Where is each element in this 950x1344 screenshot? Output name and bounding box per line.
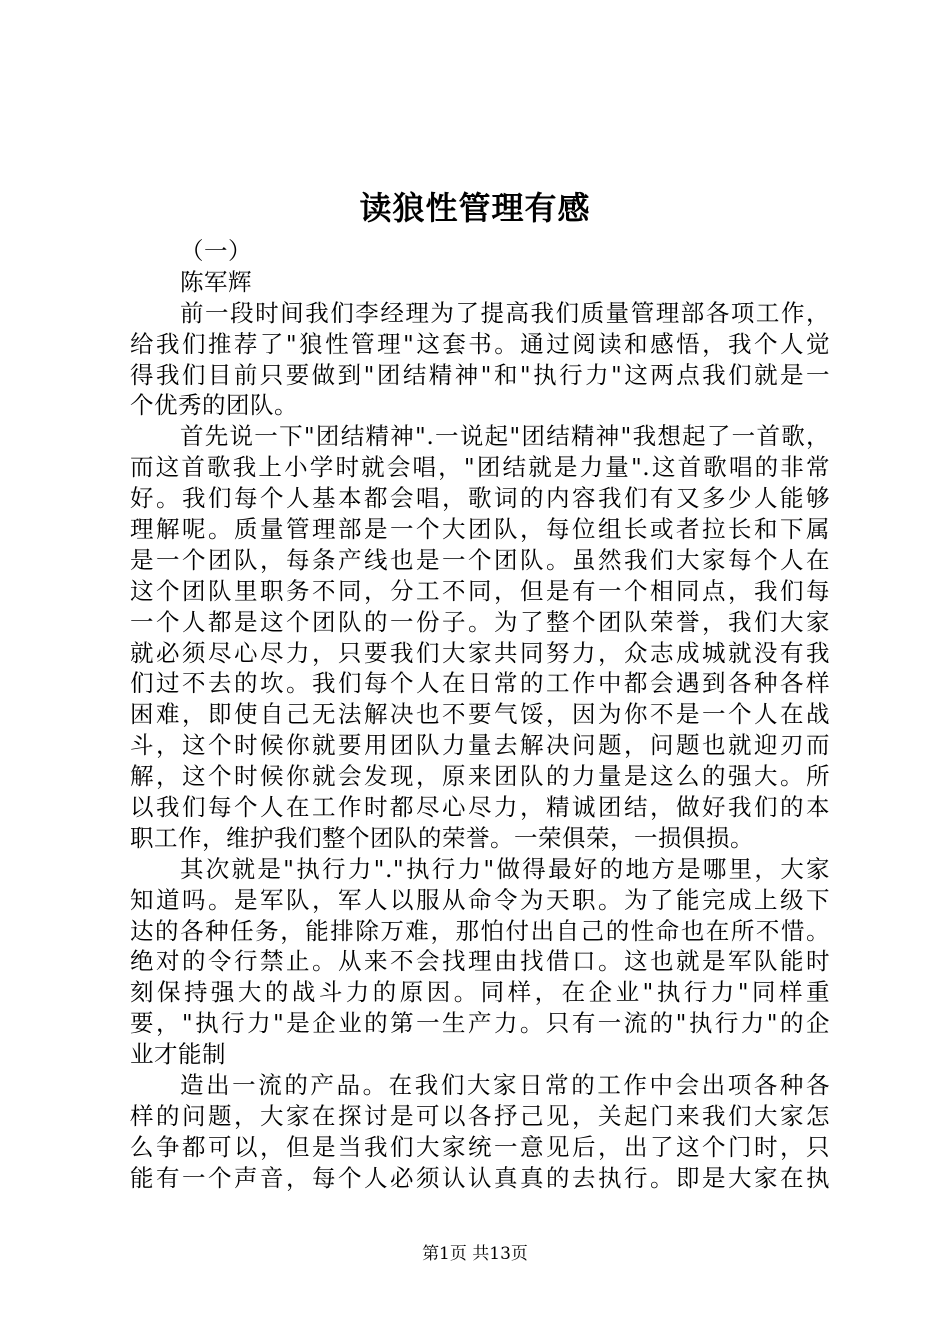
text-line: 好。我们每个人基本都会唱，歌词的内容我们有又多少人能够 <box>130 484 830 513</box>
text-line: 是一个团队，每条产线也是一个团队。虽然我们大家每个人在 <box>130 545 830 574</box>
text-line: 就必须尽心尽力，只要我们大家共同努力，众志成城就没有我 <box>130 638 830 667</box>
text-line: 其次就是"执行力"."执行力"做得最好的地方是哪里，大家 <box>180 854 830 883</box>
document-title: 读狼性管理有感 <box>359 189 591 227</box>
text-line: 以我们每个人在工作时都尽心尽力，精诚团结，做好我们的本 <box>130 793 830 822</box>
text-line: 么争都可以，但是当我们大家统一意见后，出了这个门时，只 <box>130 1132 830 1161</box>
text-line: 这个团队里职务不同，分工不同，但是有一个相同点，我们每 <box>130 576 830 605</box>
text-line: 困难，即使自己无法解决也不要气馁，因为你不是一个人在战 <box>130 700 830 729</box>
text-line: 给我们推荐了"狼性管理"这套书。通过阅读和感悟，我个人觉 <box>130 329 830 358</box>
document-body <box>130 236 830 1194</box>
text-line: 解，这个时候你就会发现，原来团队的力量是这么的强大。所 <box>130 762 830 791</box>
text-line: 们过不去的坎。我们每个人在日常的工作中都会遇到各种各样 <box>130 669 830 698</box>
author-name: 陈军辉 <box>180 267 252 296</box>
text-line: 造出一流的产品。在我们大家日常的工作中会出项各种各 <box>180 1071 830 1100</box>
text-line: 斗，这个时候你就要用团队力量去解决问题，问题也就迎刃而 <box>130 731 830 760</box>
text-line: 刻保持强大的战斗力的原因。同样，在企业"执行力"同样重 <box>130 978 830 1007</box>
paragraph-lines <box>130 298 830 1194</box>
text-line: 而这首歌我上小学时就会唱，"团结就是力量".这首歌唱的非常 <box>130 453 830 482</box>
text-line: 绝对的令行禁止。从来不会找理由找借口。这也就是军队能时 <box>130 947 830 976</box>
text-line: 业才能制 <box>130 1040 226 1069</box>
text-line: 一个人都是这个团队的一份子。为了整个团队荣誉，我们大家 <box>130 607 830 636</box>
text-line: 首先说一下"团结精神".一说起"团结精神"我想起了一首歌， <box>180 422 830 451</box>
text-line: 能有一个声音，每个人必须认认真真的去执行。即是大家在执 <box>130 1163 830 1192</box>
text-line: 样的问题，大家在探讨是可以各抒己见，关起门来我们大家怎 <box>130 1101 830 1130</box>
text-line: 职工作，维护我们整个团队的荣誉。一荣俱荣，一损俱损。 <box>130 823 754 852</box>
section-heading: （一） <box>180 237 252 265</box>
text-line: 得我们目前只要做到"团结精神"和"执行力"这两点我们就是一 <box>130 360 830 389</box>
text-line: 知道吗。是军队，军人以服从命令为天职。为了能完成上级下 <box>130 885 830 914</box>
page-footer: 第1页 共13页 <box>422 1244 528 1264</box>
text-line: 要，"执行力"是企业的第一生产力。只有一流的"执行力"的企 <box>130 1009 830 1038</box>
text-line: 达的各种任务，能排除万难，那怕付出自己的性命也在所不惜。 <box>130 916 830 945</box>
text-line: 前一段时间我们李经理为了提高我们质量管理部各项工作， <box>180 298 830 327</box>
text-line: 理解呢。质量管理部是一个大团队，每位组长或者拉长和下属 <box>130 515 830 544</box>
text-line: 个优秀的团队。 <box>130 391 298 420</box>
